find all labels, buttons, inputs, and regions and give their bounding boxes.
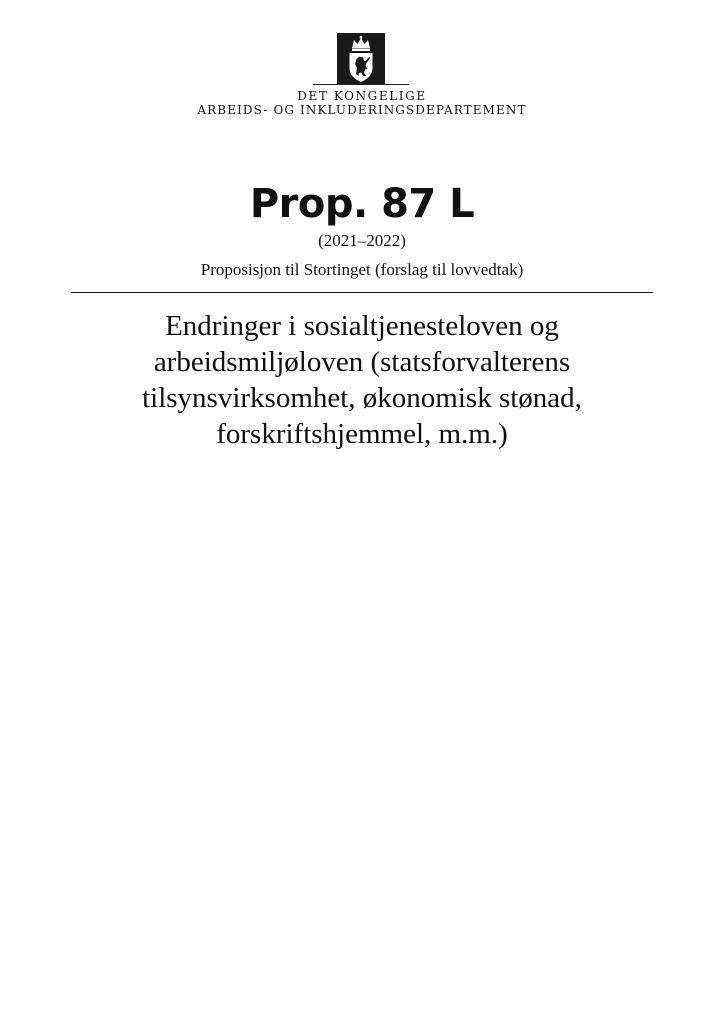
- document-type: Proposisjon til Stortinget (forslag til lovvedtak): [200, 260, 524, 279]
- subject-line: tilsynsvirksomhet, økonomisk stønad,: [142, 382, 582, 414]
- subject-heading: [90, 308, 634, 452]
- coat-of-arms-icon: [337, 33, 385, 85]
- proposition-title: Prop. 87 L: [249, 181, 475, 227]
- subject-line: forskriftshjemmel, m.m.): [216, 418, 508, 450]
- subject-line: arbeidsmiljøloven (statsforvalterens: [153, 346, 571, 378]
- department-name-line1: DET KONGELIGE: [297, 89, 427, 103]
- title-divider: [71, 292, 653, 293]
- subject-line: Endringer i sosialtjenesteloven og: [165, 310, 559, 342]
- department-name-line2: ARBEIDS- OG INKLUDERINGSDEPARTEMENT: [197, 103, 527, 117]
- department-divider: [313, 84, 409, 85]
- session-years: (2021–2022): [318, 231, 406, 250]
